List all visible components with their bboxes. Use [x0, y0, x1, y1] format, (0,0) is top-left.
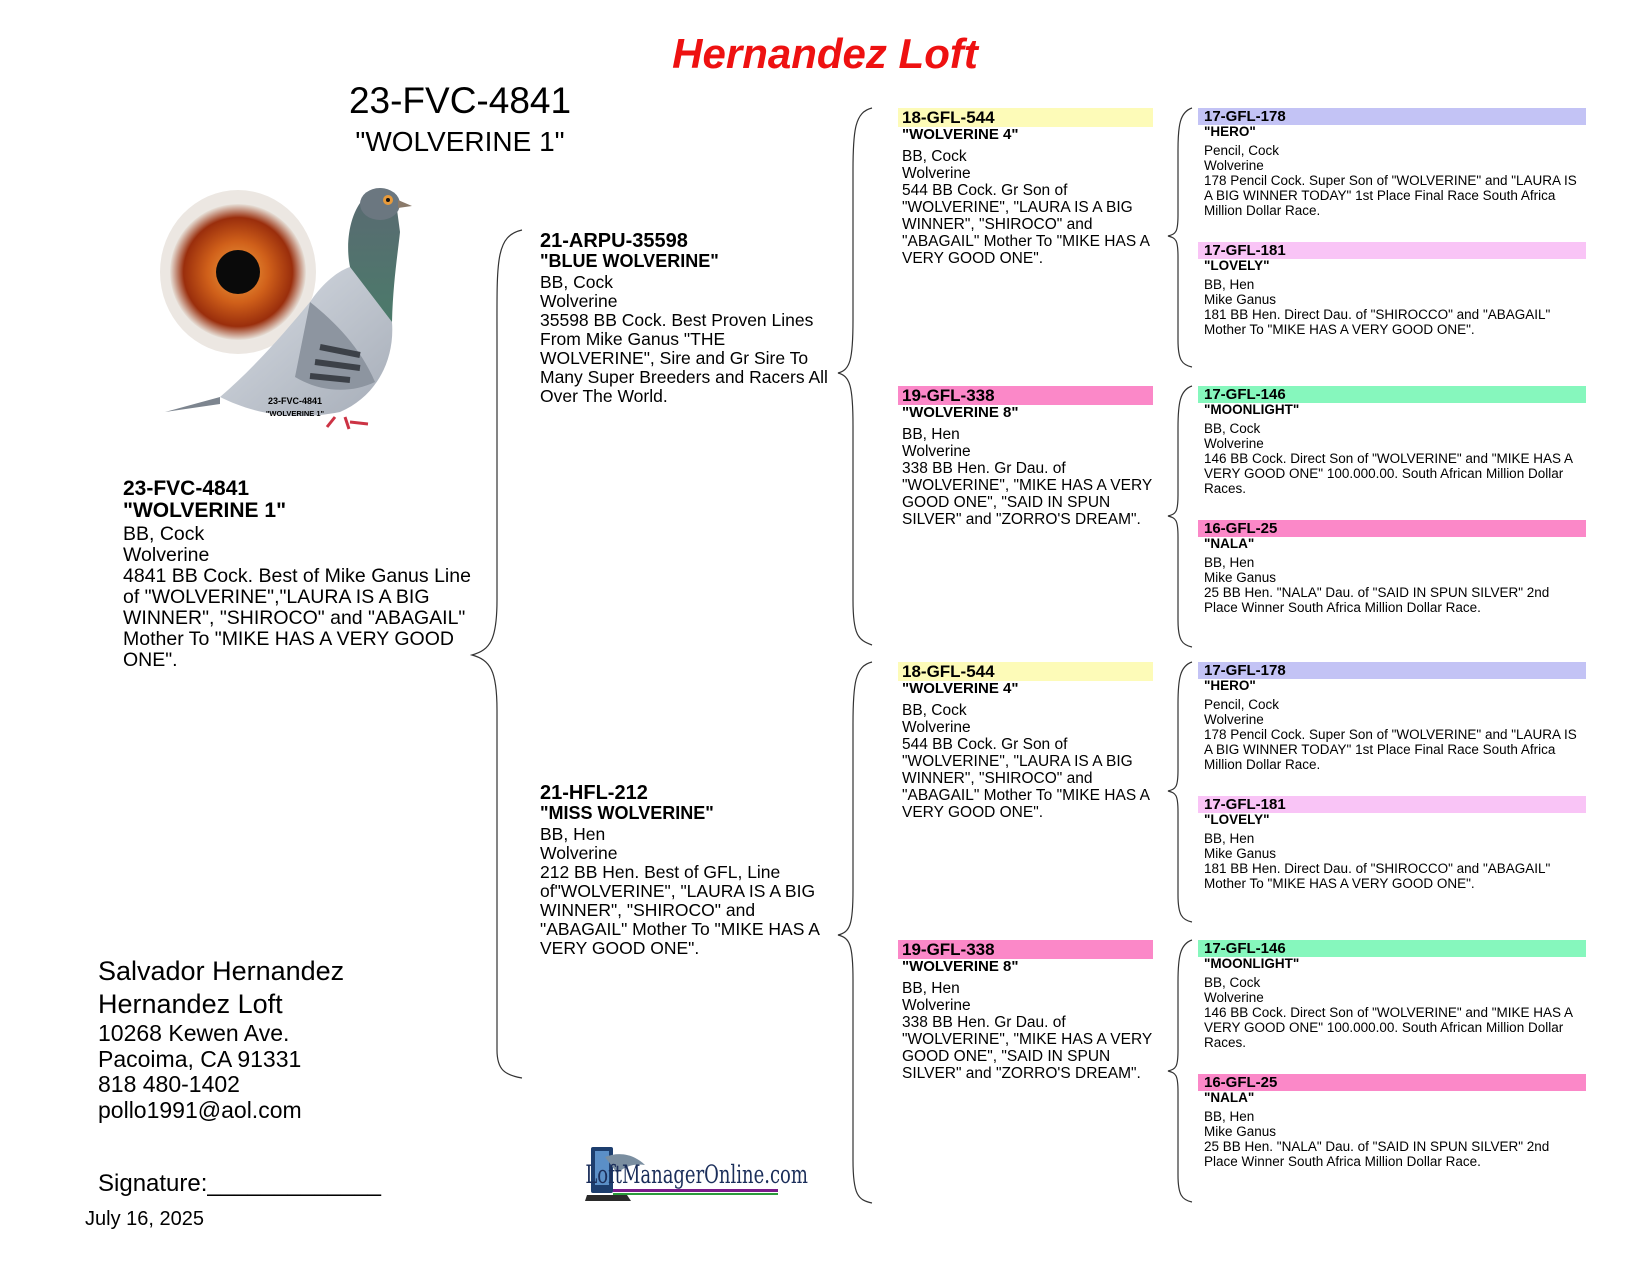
grandparent-color-sex: BB, Cock	[902, 148, 967, 165]
bracket-gp-3	[1168, 662, 1192, 922]
great-grandparent-note: 178 Pencil Cock. Super Son of "WOLVERINE" and "LAURA IS A BIG WINNER TODAY" 1st Place Final Race South Africa Million Dollar Race.	[1204, 173, 1577, 218]
great-grandparent-nickname: "HERO"	[1204, 124, 1256, 139]
grandparent-nickname: "WOLVERINE 8"	[902, 958, 1019, 975]
bracket-gp-4	[1168, 940, 1192, 1202]
grandparent-nickname: "WOLVERINE 4"	[902, 680, 1019, 697]
bracket-gp-2	[1168, 386, 1192, 647]
grandparent-nickname: "WOLVERINE 8"	[902, 404, 1019, 421]
grandparent-note: 544 BB Cock. Gr Son of "WOLVERINE", "LAURA IS A BIG WINNER", "SHIROCO" and "ABAGAIL" Mother To "MIKE HAS A VERY GOOD ONE".	[902, 182, 1150, 267]
dam-nickname: "MISS WOLVERINE"	[540, 803, 714, 823]
great-grandparent-color-sex: Pencil, Cock	[1204, 143, 1280, 158]
great-grandparent-strain: Wolverine	[1204, 990, 1264, 1005]
grandparent-strain: Wolverine	[902, 165, 971, 182]
grandparent-card	[898, 386, 1153, 528]
great-grandparent-color-sex: BB, Cock	[1204, 975, 1261, 990]
bracket-dam	[838, 662, 872, 1203]
owner-contact	[98, 955, 344, 1123]
grandparent-ring: 19-GFL-338	[898, 940, 1153, 959]
great-grandparent-nickname: "NALA"	[1204, 1090, 1255, 1105]
grandparent-ring: 18-GFL-544	[898, 662, 1153, 681]
subject-nickname-heading: "WOLVERINE 1"	[355, 126, 565, 157]
great-grandparent-color-sex: BB, Hen	[1204, 555, 1255, 570]
dam-bird	[540, 783, 830, 958]
pigeon-photo	[160, 172, 430, 442]
great-grandparent-nickname: "MOONLIGHT"	[1204, 402, 1300, 417]
owner-city: Pacoima, CA 91331	[98, 1045, 302, 1072]
great-grandparent-note: 146 BB Cock. Direct Son of "WOLVERINE" and "MIKE HAS A VERY GOOD ONE" 100.000.00. South African Million Dollar Races.	[1204, 1005, 1573, 1050]
great-grandparent-ring: 17-GFL-178	[1198, 108, 1586, 125]
grandparent-ring: 19-GFL-338	[898, 386, 1153, 405]
great-grandparent-card	[1198, 1074, 1586, 1169]
bracket-gp-1	[1168, 108, 1192, 367]
signature-line: Signature:_____________	[98, 1170, 381, 1197]
great-grandparent-color-sex: Pencil, Cock	[1204, 697, 1280, 712]
great-grandparent-strain: Wolverine	[1204, 436, 1264, 451]
great-grandparent-ring: 17-GFL-146	[1198, 386, 1586, 403]
great-grandparent-color-sex: BB, Hen	[1204, 277, 1255, 292]
great-grandparent-strain: Mike Ganus	[1204, 570, 1277, 585]
great-grandparent-card	[1198, 520, 1586, 615]
great-grandparent-nickname: "LOVELY"	[1204, 258, 1270, 273]
sire-nickname: "BLUE WOLVERINE"	[540, 251, 719, 271]
grandparent-card	[898, 662, 1153, 821]
owner-loft: Hernandez Loft	[98, 989, 283, 1019]
great-grandparent-nickname: "LOVELY"	[1204, 812, 1270, 827]
owner-address: 10268 Kewen Ave.	[98, 1020, 290, 1046]
great-grandparent-note: 25 BB Hen. "NALA" Dau. of "SAID IN SPUN SILVER" 2nd Place Winner South Africa Million Dollar Race.	[1204, 1139, 1550, 1169]
loftmanager-logo	[585, 1143, 808, 1205]
grandparent-ring: 18-GFL-544	[898, 108, 1153, 127]
subject-ring: 23-FVC-4841	[123, 477, 250, 500]
bracket-sire	[838, 108, 872, 645]
great-grandparent-ring: 17-GFL-178	[1198, 662, 1586, 679]
grandparent-nickname: "WOLVERINE 4"	[902, 126, 1019, 143]
subject-note: 4841 BB Cock. Best of Mike Ganus Line of "WOLVERINE","LAURA IS A BIG WINNER", "SHIROCO" and "ABAGAIL" Mother To "MIKE HAS A VERY GOOD ONE".	[123, 565, 471, 671]
sire-ring: 21-ARPU-35598	[540, 230, 688, 252]
great-grandparent-note: 181 BB Hen. Direct Dau. of "SHIROCCO" and "ABAGAIL" Mother To "MIKE HAS A VERY GOOD ONE".	[1204, 861, 1551, 891]
great-grandparent-card	[1198, 242, 1586, 337]
logo-text: LoftManagerOnline.com	[585, 1161, 808, 1190]
grandparent-color-sex: BB, Hen	[902, 980, 960, 997]
great-grandparent-note: 181 BB Hen. Direct Dau. of "SHIROCCO" and "ABAGAIL" Mother To "MIKE HAS A VERY GOOD ONE".	[1204, 307, 1551, 337]
great-grandparent-note: 146 BB Cock. Direct Son of "WOLVERINE" and "MIKE HAS A VERY GOOD ONE" 100.000.00. South African Million Dollar Races.	[1204, 451, 1573, 496]
grandparent-color-sex: BB, Hen	[902, 426, 960, 443]
print-date: July 16, 2025	[85, 1208, 204, 1230]
grandparent-strain: Wolverine	[902, 997, 971, 1014]
grandparent-card	[898, 940, 1153, 1082]
dam-strain: Wolverine	[540, 843, 618, 863]
dam-color-sex: BB, Hen	[540, 824, 606, 844]
owner-email: pollo1991@aol.com	[98, 1096, 302, 1123]
photo-caption-nick: "WOLVERINE 1"	[265, 409, 325, 418]
great-grandparent-note: 25 BB Hen. "NALA" Dau. of "SAID IN SPUN SILVER" 2nd Place Winner South Africa Million Dollar Race.	[1204, 585, 1550, 615]
great-grandparent-note: 178 Pencil Cock. Super Son of "WOLVERINE" and "LAURA IS A BIG WINNER TODAY" 1st Place Final Race South Africa Million Dollar Race.	[1204, 727, 1577, 772]
grandparent-strain: Wolverine	[902, 719, 971, 736]
great-grandparent-nickname: "MOONLIGHT"	[1204, 956, 1300, 971]
sire-strain: Wolverine	[540, 291, 618, 311]
dam-note: 212 BB Hen. Best of GFL, Line of"WOLVERINE", "LAURA IS A BIG WINNER", "SHIROCO" and "ABAGAIL" Mother To "MIKE HAS A VERY GOOD ONE".	[540, 862, 819, 958]
subject-bird	[123, 478, 478, 671]
grandparent-note: 338 BB Hen. Gr Dau. of "WOLVERINE", "MIKE HAS A VERY GOOD ONE", "SAID IN SPUN SILVER" and "ZORRO'S DREAM".	[902, 460, 1152, 528]
great-grandparent-strain: Mike Ganus	[1204, 1124, 1277, 1139]
grandparent-strain: Wolverine	[902, 443, 971, 460]
subject-color-sex: BB, Cock	[123, 523, 205, 545]
bracket-subject	[472, 230, 522, 1078]
great-grandparent-ring: 16-GFL-25	[1198, 520, 1586, 537]
subject-strain: Wolverine	[123, 544, 210, 566]
owner-phone: 818 480-1402	[98, 1071, 240, 1097]
great-grandparent-strain: Wolverine	[1204, 712, 1264, 727]
subject-nickname: "WOLVERINE 1"	[123, 499, 287, 522]
grandparent-color-sex: BB, Cock	[902, 702, 967, 719]
great-grandparent-color-sex: BB, Cock	[1204, 421, 1261, 436]
great-grandparent-ring: 16-GFL-25	[1198, 1074, 1586, 1091]
great-grandparent-strain: Mike Ganus	[1204, 846, 1277, 861]
great-grandparent-nickname: "HERO"	[1204, 678, 1256, 693]
great-grandparent-card	[1198, 940, 1586, 1050]
subject-ring-heading: 23-FVC-4841	[348, 80, 572, 121]
great-grandparent-card	[1198, 796, 1586, 891]
great-grandparent-color-sex: BB, Hen	[1204, 1109, 1255, 1124]
dam-ring: 21-HFL-212	[540, 782, 648, 804]
sire-color-sex: BB, Cock	[540, 272, 613, 292]
great-grandparent-ring: 17-GFL-181	[1198, 242, 1586, 259]
great-grandparent-color-sex: BB, Hen	[1204, 831, 1255, 846]
grandparent-note: 544 BB Cock. Gr Son of "WOLVERINE", "LAURA IS A BIG WINNER", "SHIROCO" and "ABAGAIL" Mother To "MIKE HAS A VERY GOOD ONE".	[902, 736, 1150, 821]
great-grandparent-card	[1198, 662, 1586, 772]
great-grandparent-ring: 17-GFL-146	[1198, 940, 1586, 957]
great-grandparent-strain: Wolverine	[1204, 158, 1264, 173]
grandparent-card	[898, 108, 1153, 267]
page-title: Hernandez Loft	[672, 30, 978, 77]
sire-note: 35598 BB Cock. Best Proven Lines From Mike Ganus "THE WOLVERINE", Sire and Gr Sire To Many Super Breeders and Racers All Over The World.	[540, 310, 828, 406]
grandparent-note: 338 BB Hen. Gr Dau. of "WOLVERINE", "MIKE HAS A VERY GOOD ONE", "SAID IN SPUN SILVER" and "ZORRO'S DREAM".	[902, 1014, 1152, 1082]
great-grandparent-ring: 17-GFL-181	[1198, 796, 1586, 813]
photo-caption-ring: 23-FVC-4841	[267, 396, 323, 406]
owner-name: Salvador Hernandez	[98, 956, 345, 986]
great-grandparent-nickname: "NALA"	[1204, 536, 1255, 551]
great-grandparent-card	[1198, 386, 1586, 496]
great-grandparent-card	[1198, 108, 1586, 218]
sire-bird	[540, 231, 830, 406]
great-grandparent-strain: Mike Ganus	[1204, 292, 1277, 307]
